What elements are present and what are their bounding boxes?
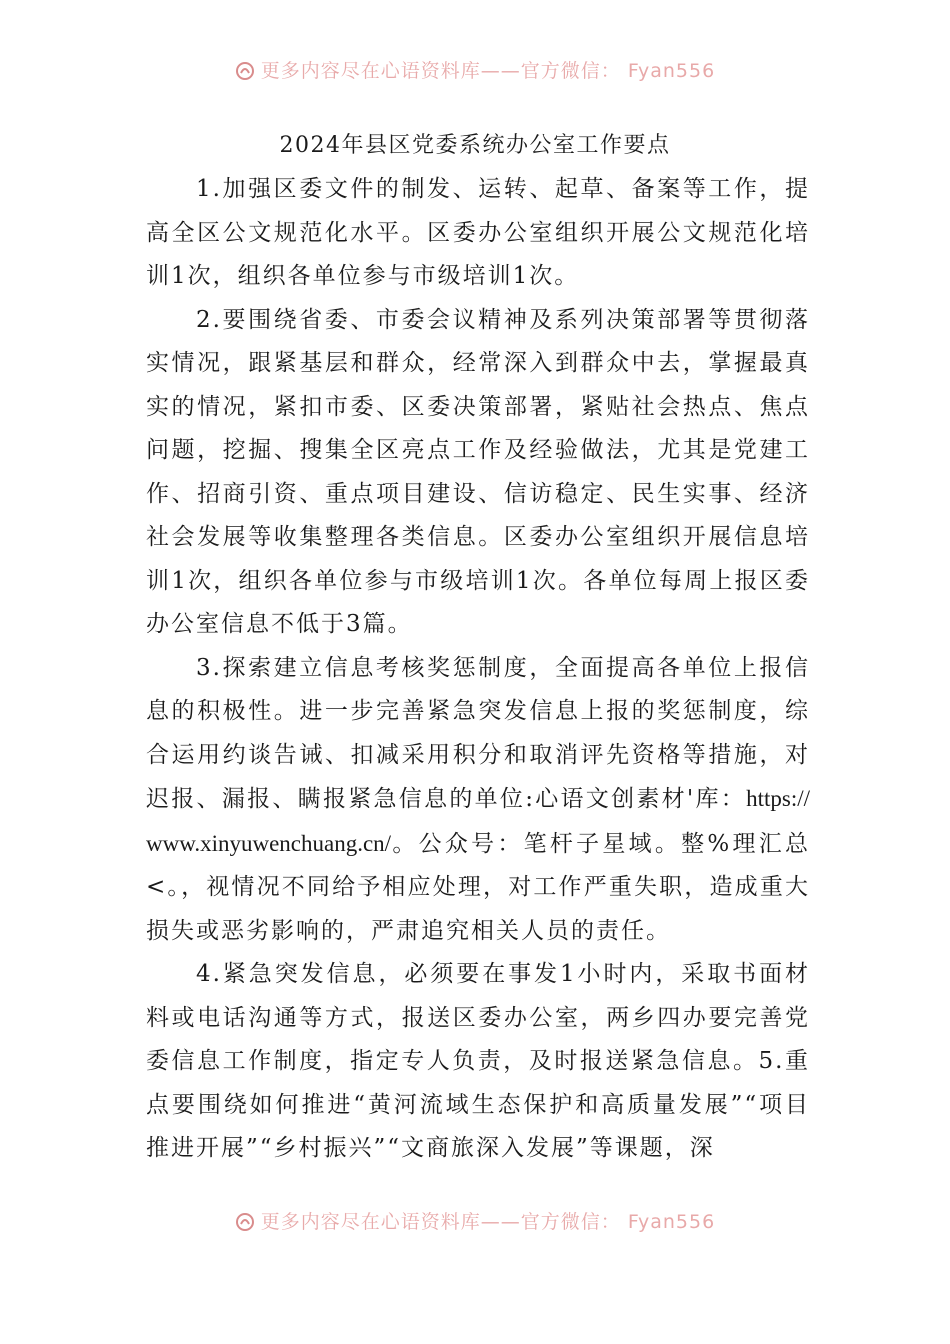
logo-icon (235, 1212, 255, 1232)
paragraph-3 (146, 647, 810, 954)
paragraph-4: 4.紧急突发信息，必须要在事发1小时内，采取书面材料或电话沟通等方式，报送区委办公室，两乡四办要完善党委信息工作制度，指定专人负责，及时报送紧急信息。5.重点要围绕如何推进“黄河流域生态保护和高质量发展”“项目推进开展”“乡村振兴”“文商旅深入发展”等课题，深 (146, 961, 810, 1161)
paragraph-1: 1.加强区委文件的制发、运转、起草、备案等工作，提高全区公文规范化水平。区委办公室组织开展公文规范化培训1次，组织各单位参与市级培训1次。 (146, 176, 810, 289)
paragraph-2: 2.要围绕省委、市委会议精神及系列决策部署等贯彻落实情况，跟紧基层和群众，经常深入到群众中去，掌握最真实的情况，紧扣市委、区委决策部署，紧贴社会热点、焦点问题，挖掘、搜集全区亮点工作及经验做法，尤其是党建工作、招商引资、重点项目建设、信访稳定、民生实事、经济社会发展等收集整理各类信息。区委办公室组织开展信息培训1次，组织各单位参与市级培训1次。各单位每周上报区委办公室信息不低于3篇。 (146, 306, 810, 637)
document-title: 2024年县区党委系统办公室工作要点 (279, 133, 671, 158)
footer-watermark (0, 1207, 950, 1235)
paragraph-3-text-after: 。公众号：笔杆子星域。整%理汇总<。，视情况不同给予相应处理，对工作严重失职，造成重大损失或恶劣影响的，严肃追究相关人员的责任。 (146, 830, 810, 944)
website-url: https://www.xinyuwenchuang.cn/ (146, 786, 810, 856)
document-body (146, 168, 810, 1171)
watermark-text: 更多内容尽在心语资料库——官方微信： Fyan556 (260, 1211, 716, 1233)
logo-icon (235, 61, 255, 81)
header-watermark (0, 56, 950, 84)
paragraph-3-text-before: 3.探索建立信息考核奖惩制度，全面提高各单位上报信息的积极性。进一步完善紧急突发信息上报的奖惩制度，综合运用约谈告诫、扣减采用积分和取消评先资格等措施，对迟报、漏报、瞒报紧急信息的单位:心语文创素材'库： (146, 654, 810, 812)
watermark-text: 更多内容尽在心语资料库——官方微信： Fyan556 (260, 60, 716, 82)
